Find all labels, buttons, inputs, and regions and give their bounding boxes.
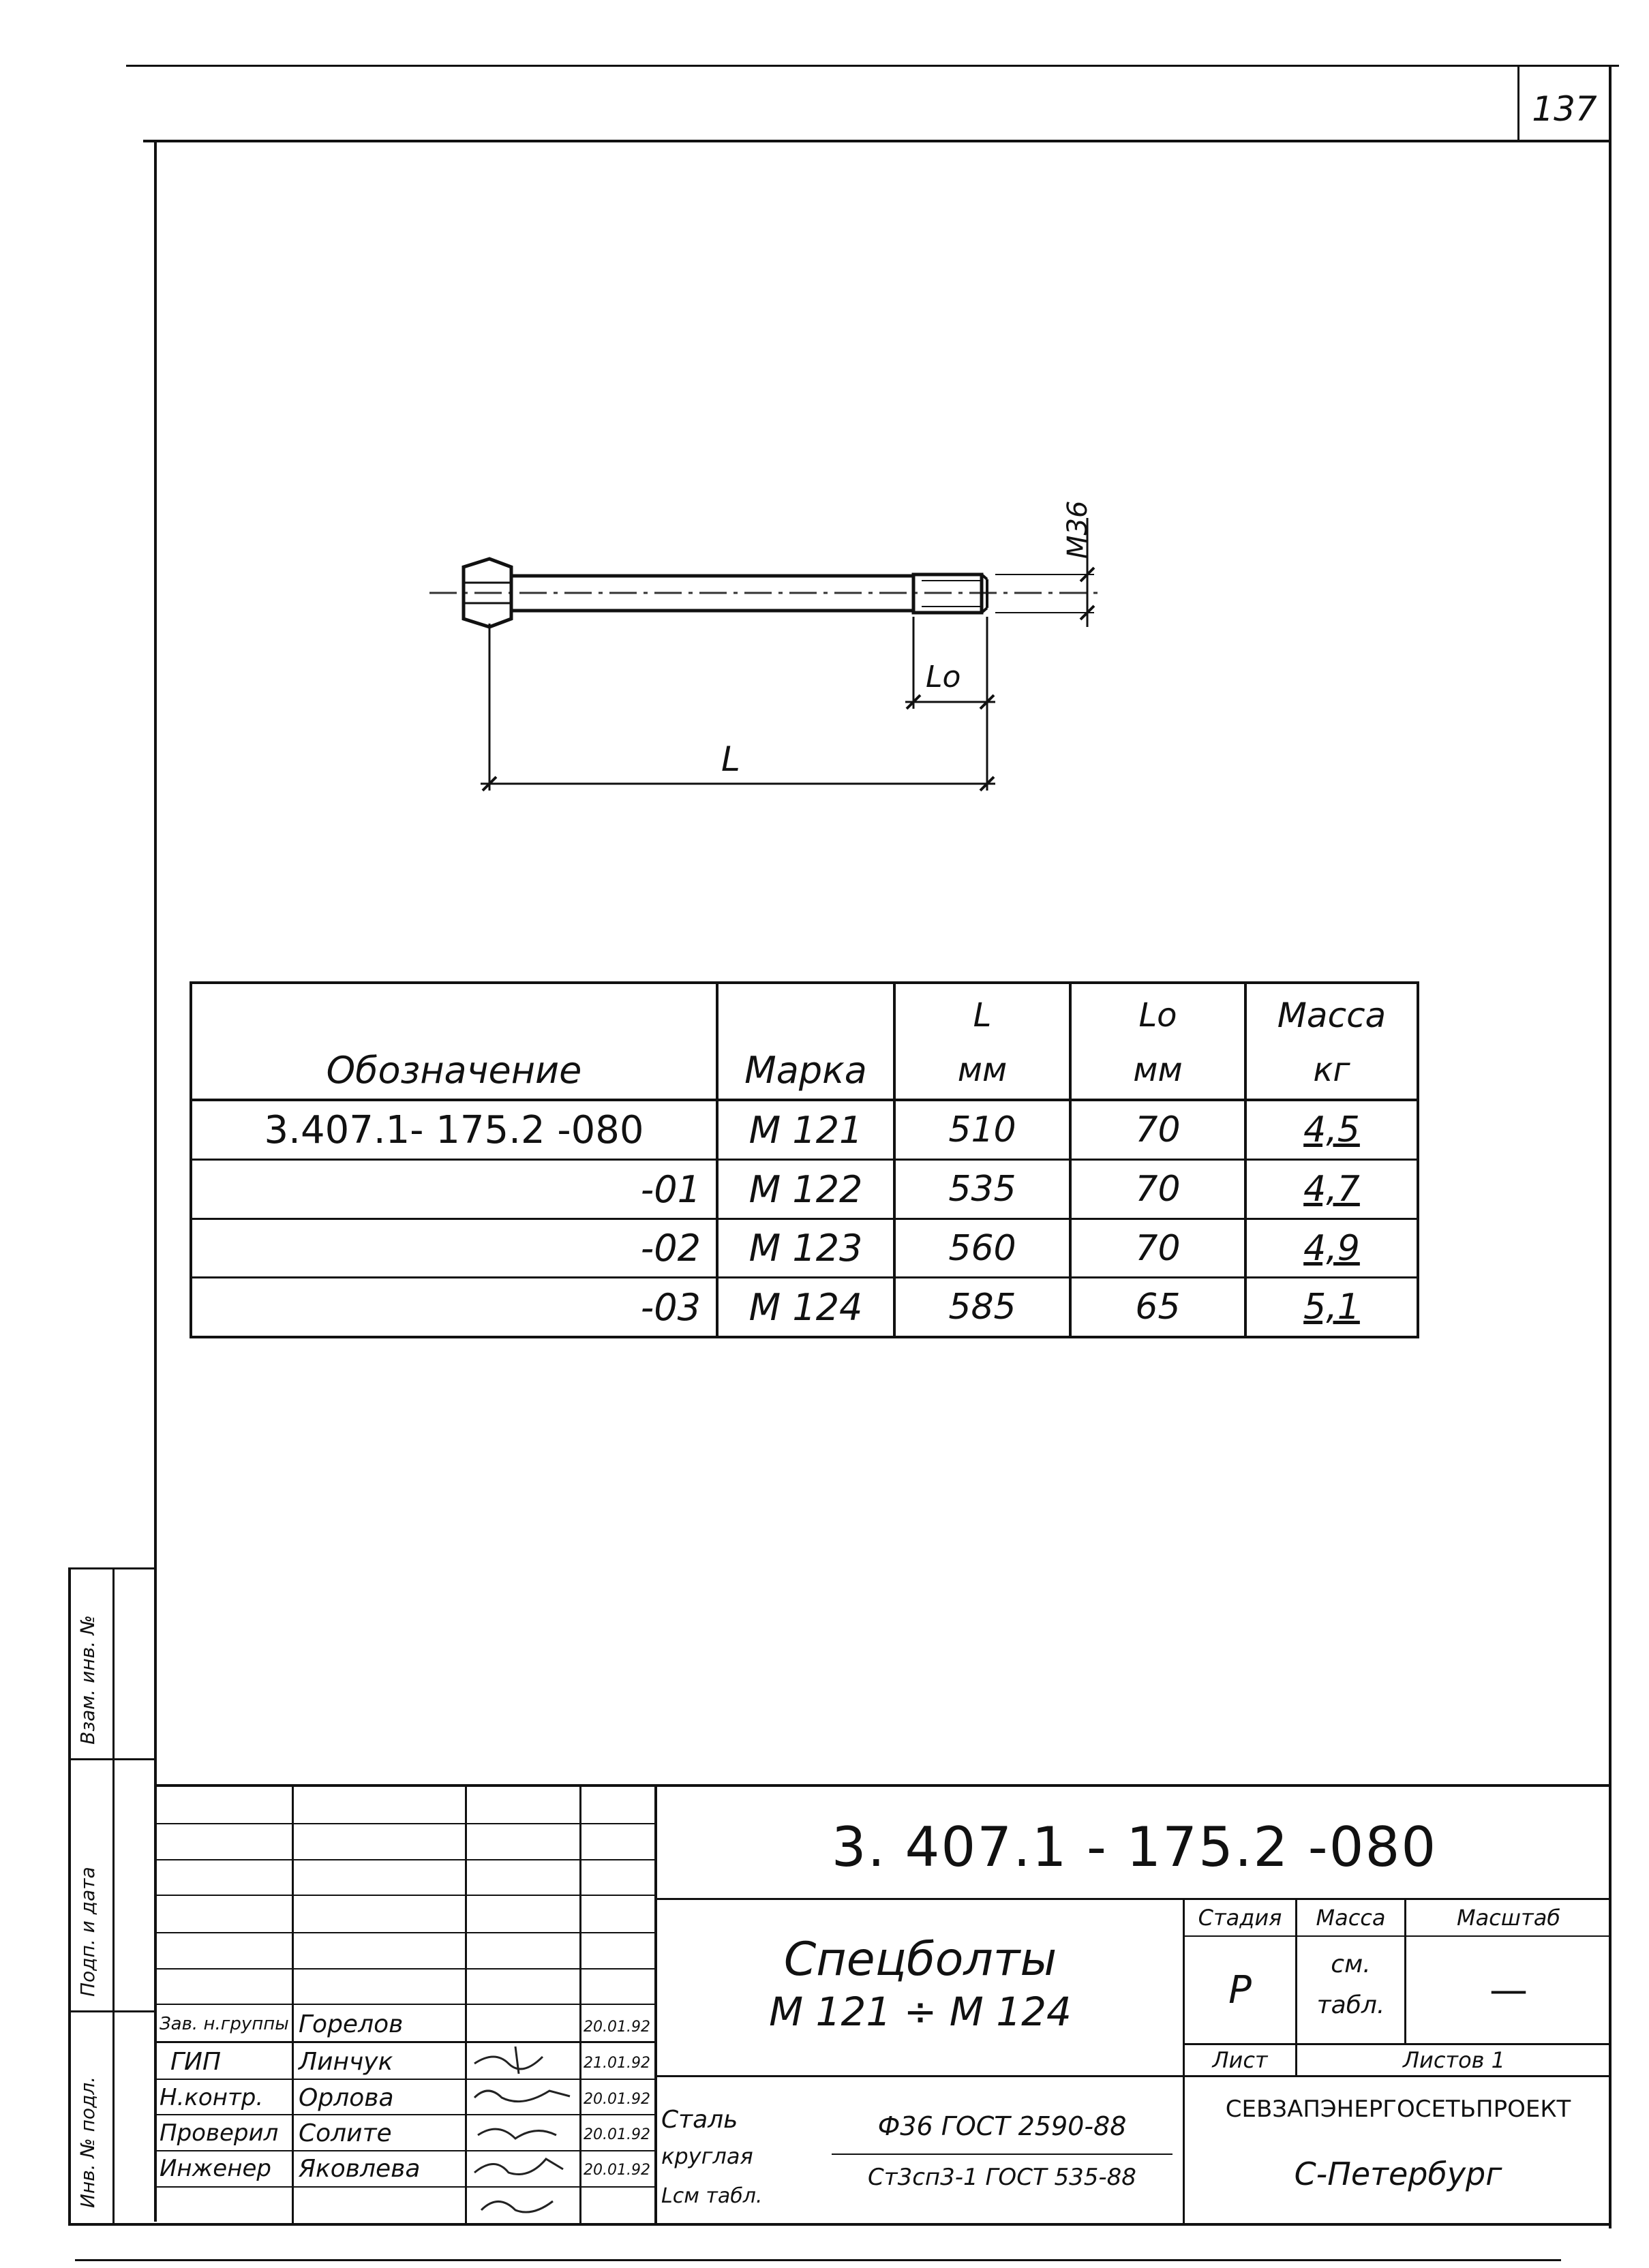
stage-value: Р: [1228, 1967, 1252, 2012]
mass-label: Масса: [1316, 1905, 1386, 1931]
title-block-title: Спецболты: [783, 1932, 1057, 1987]
thread-dimension-label: M36: [1062, 500, 1093, 559]
header-l-unit: мм: [957, 1051, 1008, 1089]
signature-date: 20.01.92: [584, 2019, 650, 2036]
sheets-label: Листов 1: [1402, 2047, 1506, 2073]
table-row-designation: 3.407.1- 175.2 -080: [264, 1107, 644, 1152]
table-row-l: 535: [948, 1169, 1016, 1210]
frame-bottom: [68, 2223, 1612, 2226]
material-spec2: Ст3сп3-1 ГОСТ 535-88: [868, 2164, 1136, 2191]
header-mark: Марка: [744, 1048, 867, 1092]
top-margin-line: [126, 65, 1619, 67]
frame-top: [143, 140, 1609, 142]
signature-role: Проверил: [160, 2119, 279, 2147]
organization: СЕВЗАПЭНЕРГОСЕТЬПРОЕКТ: [1225, 2096, 1571, 2123]
table-row-designation: -01: [640, 1167, 701, 1211]
scale-label: Масштаб: [1456, 1905, 1561, 1931]
table-row-lo: 65: [1135, 1287, 1181, 1328]
header-lo: Lo: [1138, 996, 1177, 1035]
side-stamp-label: Взам. инв. №: [76, 1614, 99, 1745]
header-designation: Обозначение: [326, 1048, 582, 1092]
frame-left: [154, 140, 157, 2222]
signature-role: Н.контр.: [160, 2084, 264, 2111]
signature-name: Орлова: [299, 2084, 394, 2112]
table-row-lo: 70: [1135, 1227, 1181, 1269]
city: С-Петербург: [1294, 2156, 1502, 2192]
signature-role: Инженер: [160, 2155, 271, 2182]
header-mass-unit: кг: [1313, 1051, 1350, 1089]
table-row-mark: М 121: [748, 1108, 863, 1152]
signature-name: Горелов: [299, 2010, 404, 2038]
table-row-lo: 70: [1135, 1169, 1181, 1210]
lo-dimension-label: Lo: [926, 660, 961, 694]
table-row-l: 510: [948, 1109, 1016, 1150]
bottom-margin-line: [75, 2259, 1561, 2261]
signature-date: 20.01.92: [584, 2091, 650, 2108]
signature-role: ГИП: [170, 2048, 222, 2076]
signature-date: 21.01.92: [584, 2055, 650, 2072]
page-number: 137: [1532, 89, 1597, 129]
material-line1: Сталь: [661, 2106, 738, 2134]
table-row-l: 585: [948, 1287, 1016, 1328]
l-dimension-label: L: [721, 739, 740, 779]
table-row-mass: 4,7: [1303, 1169, 1360, 1210]
stage-label: Стадия: [1198, 1905, 1282, 1931]
table-row-l: 560: [948, 1227, 1016, 1269]
signature-name: Линчук: [299, 2048, 393, 2076]
material-line3: Lсм табл.: [661, 2184, 763, 2208]
table-row-mark: М 122: [748, 1167, 863, 1211]
table-row-designation: -02: [640, 1227, 701, 1270]
mass-value: см.: [1331, 1950, 1371, 1978]
bolt-drawing: [409, 463, 1159, 831]
table-row-lo: 70: [1135, 1109, 1181, 1150]
header-mass: Масса: [1277, 996, 1387, 1035]
material-spec1: Ф36 ГОСТ 2590-88: [877, 2111, 1127, 2141]
side-stamp-label: Подп. и дата: [76, 1867, 99, 1997]
signature-date: 20.01.92: [584, 2126, 650, 2143]
signature-date: 20.01.92: [584, 2162, 650, 2179]
table-row-mark: М 124: [748, 1285, 863, 1329]
signature-name: Солите: [299, 2119, 392, 2147]
side-stamp-label: Инв. № подл.: [76, 2076, 99, 2208]
mass-value-line2: табл.: [1316, 1991, 1385, 2019]
scale-value: —: [1489, 1967, 1528, 2012]
table-row-mass: 4,9: [1303, 1227, 1360, 1269]
table-row-designation: -03: [640, 1285, 701, 1329]
material-line2: круглая: [661, 2143, 753, 2169]
header-l: L: [973, 996, 992, 1035]
table-row-mark: М 123: [748, 1227, 863, 1270]
signature-name: Яковлева: [299, 2155, 421, 2183]
signature-role: Зав. н.группы: [160, 2014, 289, 2034]
title-block-subtitle: М 121 ÷ М 124: [769, 1989, 1072, 2035]
page-number-box-left: [1517, 65, 1519, 141]
table-row-mass: 5,1: [1303, 1287, 1360, 1328]
header-lo-unit: мм: [1133, 1051, 1183, 1089]
sheet-label: Лист: [1212, 2047, 1268, 2073]
table-row-mass: 4,5: [1303, 1109, 1360, 1150]
title-block-code: 3. 407.1 - 175.2 -080: [831, 1815, 1438, 1879]
signature-scribbles: [468, 2043, 578, 2223]
